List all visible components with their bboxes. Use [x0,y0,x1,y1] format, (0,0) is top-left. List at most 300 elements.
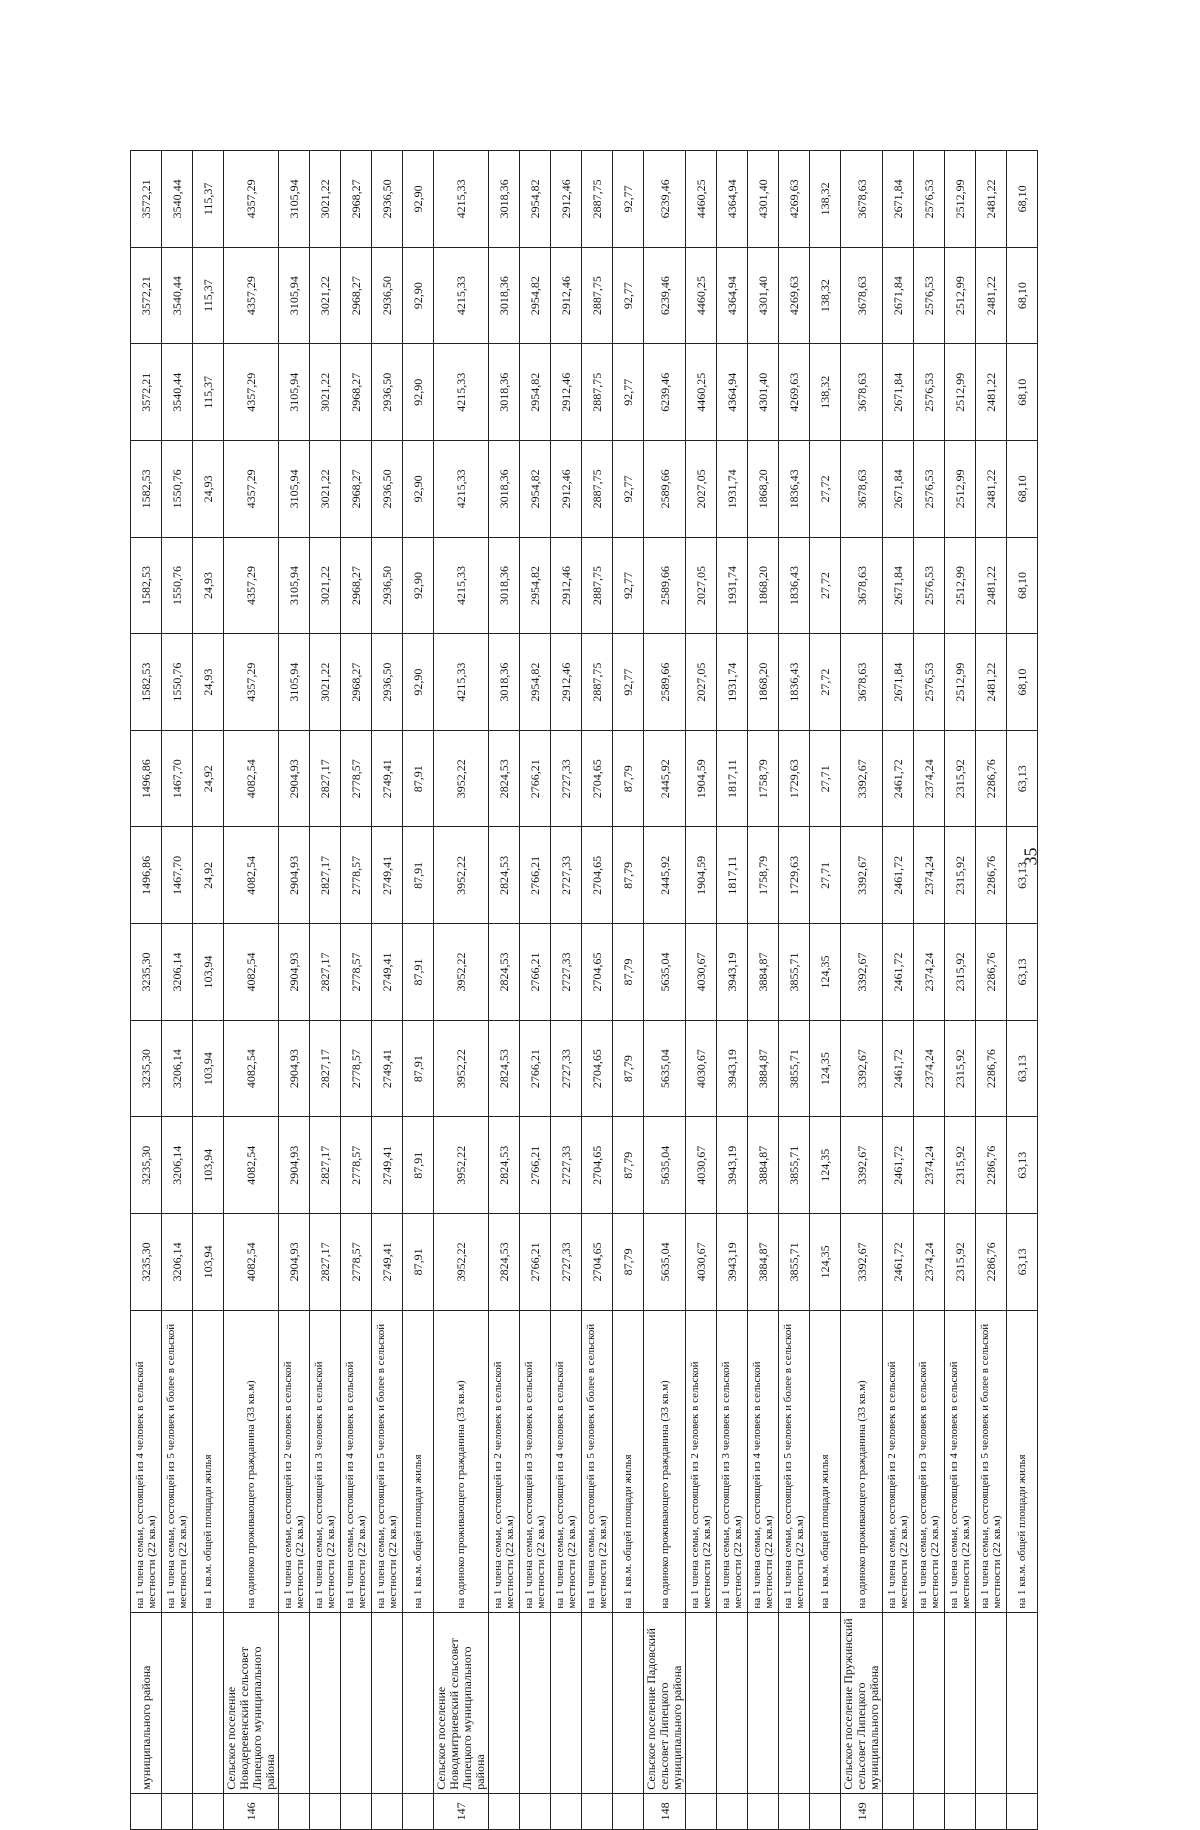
value-cell: 87,79 [613,827,644,924]
value-cell: 2704,65 [582,1117,613,1214]
value-cell: 2576,53 [914,634,945,731]
value-cell: 3235,30 [131,924,162,1021]
value-cell: 1729,63 [779,827,810,924]
value-cell: 2704,65 [582,827,613,924]
value-cell: 87,91 [403,1214,434,1311]
value-cell: 2912,46 [551,441,582,538]
value-cell: 115,37 [193,151,224,248]
value-cell: 2954,82 [520,441,551,538]
norm-description: на 1 члена семьи, состоящей из 3 человек в сельской местности (22 кв.м) [310,1310,341,1612]
norm-description: на 1 кв.м. общей площади жилья [193,1310,224,1612]
value-cell: 4460,25 [686,151,717,248]
value-cell: 92,77 [613,151,644,248]
value-cell: 87,91 [403,924,434,1021]
value-cell: 92,90 [403,344,434,441]
value-cell: 1931,74 [717,441,748,538]
value-cell: 3884,87 [748,1117,779,1214]
table-row [779,151,810,1830]
settlement-name: Сельское поселение Новодмитриевский сельсовет Липецкого муниципального района [434,1612,489,1793]
value-cell: 4082,54 [224,1214,279,1311]
value-cell: 2778,57 [341,827,372,924]
row-number [582,1793,613,1829]
value-cell: 2286,76 [976,1020,1007,1117]
value-cell: 1758,79 [748,730,779,827]
value-cell: 2912,46 [551,151,582,248]
value-cell: 3855,71 [779,924,810,1021]
value-cell: 2576,53 [914,151,945,248]
settlement-name [686,1612,717,1793]
value-cell: 3021,22 [310,344,341,441]
norm-description: на 1 члена семьи, состоящей из 5 человек и более в сельской местности (22 кв.м) [779,1310,810,1612]
value-cell: 115,37 [193,344,224,441]
norm-description: на 1 члена семьи, состоящей из 3 человек в сельской местности (22 кв.м) [717,1310,748,1612]
value-cell: 2589,66 [644,634,686,731]
value-cell: 68,10 [1007,537,1038,634]
value-cell: 4082,54 [224,1117,279,1214]
value-cell: 92,77 [613,441,644,538]
value-cell: 2671,84 [883,151,914,248]
value-cell: 2671,84 [883,344,914,441]
norm-description: на 1 кв.м. общей площади жилья [810,1310,841,1612]
value-cell: 3855,71 [779,1214,810,1311]
value-cell: 3105,94 [279,151,310,248]
row-number [779,1793,810,1829]
value-cell: 2968,27 [341,151,372,248]
table-row [810,151,841,1830]
value-cell: 3572,21 [131,344,162,441]
row-number [717,1793,748,1829]
value-cell: 3021,22 [310,537,341,634]
value-cell: 2887,75 [582,634,613,731]
row-number [162,1793,193,1829]
value-cell: 3235,30 [131,1117,162,1214]
value-cell: 4215,33 [434,247,489,344]
value-cell: 2827,17 [310,827,341,924]
value-cell: 124,35 [810,924,841,1021]
norm-description: на 1 члена семьи, состоящей из 5 человек и более в сельской местности (22 кв.м) [976,1310,1007,1612]
table-row [644,151,686,1830]
table-row [582,151,613,1830]
value-cell: 2512,99 [945,634,976,731]
value-cell: 2749,41 [372,1020,403,1117]
value-cell: 3392,67 [841,1214,883,1311]
value-cell: 2727,33 [551,1020,582,1117]
value-cell: 2461,72 [883,1020,914,1117]
settlement-name [489,1612,520,1793]
value-cell: 2887,75 [582,537,613,634]
value-cell: 3206,14 [162,1020,193,1117]
value-cell: 4215,33 [434,537,489,634]
value-cell: 4082,54 [224,827,279,924]
value-cell: 27,72 [810,634,841,731]
value-cell: 4364,94 [717,247,748,344]
value-cell: 2461,72 [883,730,914,827]
value-cell: 2904,93 [279,924,310,1021]
norm-description: на 1 члена семьи, состоящей из 5 человек и более в сельской местности (22 кв.м) [372,1310,403,1612]
value-cell: 92,77 [613,537,644,634]
page-number: 35 [1020,847,1041,866]
value-cell: 3392,67 [841,1020,883,1117]
norm-description: на 1 кв.м. общей площади жилья [1007,1310,1038,1612]
value-cell: 2576,53 [914,441,945,538]
table-row [976,151,1007,1830]
norm-description: на 1 члена семьи, состоящей из 4 человек в сельской местности (22 кв.м) [551,1310,582,1612]
value-cell: 103,94 [193,1117,224,1214]
value-cell: 5635,04 [644,1214,686,1311]
value-cell: 138,32 [810,344,841,441]
value-cell: 2778,57 [341,1117,372,1214]
value-cell: 2286,76 [976,1214,1007,1311]
value-cell: 3855,71 [779,1117,810,1214]
value-cell: 2827,17 [310,1214,341,1311]
value-cell: 3952,22 [434,730,489,827]
value-cell: 3105,94 [279,634,310,731]
norm-description: на одиноко проживающего гражданина (33 кв.м) [841,1310,883,1612]
value-cell: 1582,53 [131,537,162,634]
value-cell: 4269,63 [779,247,810,344]
value-cell: 3943,19 [717,924,748,1021]
value-cell: 1836,43 [779,634,810,731]
value-cell: 1550,76 [162,441,193,538]
norm-description: на 1 члена семьи, состоящей из 2 человек в сельской местности (22 кв.м) [883,1310,914,1612]
table-row [686,151,717,1830]
value-cell: 2671,84 [883,247,914,344]
tariff-table [130,150,1038,1830]
value-cell: 124,35 [810,1214,841,1311]
value-cell: 4215,33 [434,344,489,441]
row-number [945,1793,976,1829]
value-cell: 2461,72 [883,924,914,1021]
value-cell: 2481,22 [976,151,1007,248]
settlement-name [341,1612,372,1793]
value-cell: 2904,93 [279,730,310,827]
settlement-name [779,1612,810,1793]
value-cell: 1904,59 [686,730,717,827]
value-cell: 24,93 [193,441,224,538]
value-cell: 1817,11 [717,730,748,827]
value-cell: 2887,75 [582,247,613,344]
value-cell: 4082,54 [224,924,279,1021]
value-cell: 2576,53 [914,344,945,441]
value-cell: 2904,93 [279,1020,310,1117]
row-number [403,1793,434,1829]
value-cell: 2936,50 [372,151,403,248]
value-cell: 3021,22 [310,634,341,731]
value-cell: 2704,65 [582,1214,613,1311]
value-cell: 2936,50 [372,537,403,634]
value-cell: 2481,22 [976,441,1007,538]
value-cell: 2286,76 [976,1117,1007,1214]
value-cell: 2576,53 [914,537,945,634]
value-cell: 2027,05 [686,634,717,731]
value-cell: 2954,82 [520,537,551,634]
value-cell: 2827,17 [310,1117,341,1214]
value-cell: 2904,93 [279,1117,310,1214]
row-number [310,1793,341,1829]
value-cell: 115,37 [193,247,224,344]
table-row [489,151,520,1830]
value-cell: 5635,04 [644,1117,686,1214]
value-cell: 3018,36 [489,441,520,538]
value-cell: 2887,75 [582,344,613,441]
value-cell: 63,13 [1007,1214,1038,1311]
value-cell: 87,79 [613,924,644,1021]
norm-description: на 1 члена семьи, состоящей из 3 человек в сельской местности (22 кв.м) [914,1310,945,1612]
value-cell: 2315,92 [945,730,976,827]
value-cell: 2481,22 [976,247,1007,344]
value-cell: 2954,82 [520,151,551,248]
row-number [686,1793,717,1829]
norm-description: на одиноко проживающего гражданина (33 кв.м) [644,1310,686,1612]
row-number [883,1793,914,1829]
row-number [279,1793,310,1829]
value-cell: 3392,67 [841,730,883,827]
value-cell: 2727,33 [551,1214,582,1311]
value-cell: 2374,24 [914,1117,945,1214]
value-cell: 103,94 [193,924,224,1021]
value-cell: 87,79 [613,1020,644,1117]
value-cell: 4357,29 [224,441,279,538]
value-cell: 2512,99 [945,441,976,538]
value-cell: 2286,76 [976,827,1007,924]
table-row [841,151,883,1830]
value-cell: 3018,36 [489,344,520,441]
value-cell: 2968,27 [341,634,372,731]
norm-description: на 1 члена семьи, состоящей из 4 человек в сельской местности (22 кв.м) [945,1310,976,1612]
settlement-name [193,1612,224,1793]
value-cell: 2315,92 [945,1214,976,1311]
value-cell: 2912,46 [551,634,582,731]
value-cell: 1817,11 [717,827,748,924]
value-cell: 2461,72 [883,827,914,924]
settlement-name [976,1612,1007,1793]
value-cell: 3952,22 [434,924,489,1021]
value-cell: 1836,43 [779,537,810,634]
norm-description: на 1 члена семьи, состоящей из 5 человек и более в сельской местности (22 кв.м) [162,1310,193,1612]
row-number [748,1793,779,1829]
value-cell: 2461,72 [883,1214,914,1311]
value-cell: 2374,24 [914,730,945,827]
value-cell: 3235,30 [131,1214,162,1311]
value-cell: 4269,63 [779,344,810,441]
value-cell: 68,10 [1007,151,1038,248]
value-cell: 2766,21 [520,1214,551,1311]
table-row [914,151,945,1830]
table-row [551,151,582,1830]
value-cell: 3952,22 [434,827,489,924]
value-cell: 4364,94 [717,344,748,441]
value-cell: 2936,50 [372,634,403,731]
value-cell: 2912,46 [551,247,582,344]
row-number: 148 [644,1793,686,1829]
value-cell: 24,92 [193,827,224,924]
norm-description: на одиноко проживающего гражданина (33 кв.м) [434,1310,489,1612]
value-cell: 92,90 [403,634,434,731]
value-cell: 2286,76 [976,924,1007,1021]
value-cell: 2778,57 [341,730,372,827]
settlement-name [403,1612,434,1793]
value-cell: 3105,94 [279,537,310,634]
value-cell: 2315,92 [945,924,976,1021]
settlement-name [310,1612,341,1793]
value-cell: 1467,70 [162,730,193,827]
settlement-name [883,1612,914,1793]
row-number [341,1793,372,1829]
value-cell: 2912,46 [551,537,582,634]
value-cell: 4215,33 [434,151,489,248]
value-cell: 4357,29 [224,151,279,248]
value-cell: 2766,21 [520,1020,551,1117]
row-number: 149 [841,1793,883,1829]
row-number: 147 [434,1793,489,1829]
value-cell: 2727,33 [551,827,582,924]
value-cell: 92,77 [613,247,644,344]
row-number [810,1793,841,1829]
value-cell: 1729,63 [779,730,810,827]
norm-description: на 1 члена семьи, состоящей из 2 человек в сельской местности (22 кв.м) [279,1310,310,1612]
value-cell: 2481,22 [976,344,1007,441]
value-cell: 3540,44 [162,247,193,344]
value-cell: 2027,05 [686,441,717,538]
value-cell: 87,91 [403,827,434,924]
value-cell: 3952,22 [434,1020,489,1117]
value-cell: 2904,93 [279,827,310,924]
value-cell: 2671,84 [883,537,914,634]
value-cell: 2912,46 [551,344,582,441]
value-cell: 2968,27 [341,537,372,634]
value-cell: 3884,87 [748,1214,779,1311]
value-cell: 3952,22 [434,1117,489,1214]
value-cell: 2374,24 [914,1214,945,1311]
value-cell: 92,90 [403,537,434,634]
value-cell: 3018,36 [489,151,520,248]
value-cell: 2778,57 [341,924,372,1021]
settlement-name [1007,1612,1038,1793]
value-cell: 2968,27 [341,441,372,538]
value-cell: 2827,17 [310,1020,341,1117]
value-cell: 92,77 [613,634,644,731]
row-number [489,1793,520,1829]
value-cell: 2315,92 [945,1020,976,1117]
value-cell: 2936,50 [372,441,403,538]
value-cell: 27,71 [810,730,841,827]
value-cell: 4301,40 [748,151,779,248]
value-cell: 1582,53 [131,441,162,538]
settlement-name [582,1612,613,1793]
value-cell: 4030,67 [686,1020,717,1117]
value-cell: 2576,53 [914,247,945,344]
value-cell: 2374,24 [914,924,945,1021]
table-row [434,151,489,1830]
table-row [131,151,162,1830]
value-cell: 2027,05 [686,537,717,634]
value-cell: 3021,22 [310,247,341,344]
rotated-table-container [130,150,1030,1830]
value-cell: 3678,63 [841,247,883,344]
settlement-name [810,1612,841,1793]
value-cell: 3943,19 [717,1020,748,1117]
table-row [945,151,976,1830]
value-cell: 2512,99 [945,537,976,634]
value-cell: 3678,63 [841,634,883,731]
value-cell: 2824,53 [489,1020,520,1117]
value-cell: 124,35 [810,1020,841,1117]
value-cell: 3572,21 [131,247,162,344]
value-cell: 87,91 [403,1117,434,1214]
value-cell: 3678,63 [841,537,883,634]
settlement-name [551,1612,582,1793]
value-cell: 124,35 [810,1117,841,1214]
norm-description: на 1 члена семьи, состоящей из 2 человек в сельской местности (22 кв.м) [686,1310,717,1612]
value-cell: 3392,67 [841,924,883,1021]
value-cell: 3884,87 [748,924,779,1021]
row-number [520,1793,551,1829]
settlement-name [162,1612,193,1793]
value-cell: 4357,29 [224,247,279,344]
value-cell: 87,91 [403,730,434,827]
table-body [131,151,1038,1830]
value-cell: 6239,46 [644,344,686,441]
settlement-name [914,1612,945,1793]
value-cell: 103,94 [193,1214,224,1311]
value-cell: 92,77 [613,344,644,441]
value-cell: 68,10 [1007,634,1038,731]
value-cell: 24,93 [193,634,224,731]
settlement-name [717,1612,748,1793]
value-cell: 1467,70 [162,827,193,924]
value-cell: 4215,33 [434,634,489,731]
value-cell: 2315,92 [945,827,976,924]
value-cell: 63,13 [1007,1117,1038,1214]
value-cell: 92,90 [403,151,434,248]
table-row [162,151,193,1830]
value-cell: 63,13 [1007,730,1038,827]
value-cell: 3018,36 [489,634,520,731]
value-cell: 2936,50 [372,344,403,441]
value-cell: 2512,99 [945,247,976,344]
row-number [976,1793,1007,1829]
value-cell: 103,94 [193,1020,224,1117]
value-cell: 4357,29 [224,634,279,731]
value-cell: 68,10 [1007,247,1038,344]
value-cell: 3021,22 [310,441,341,538]
value-cell: 2766,21 [520,827,551,924]
value-cell: 3943,19 [717,1117,748,1214]
value-cell: 1496,86 [131,827,162,924]
value-cell: 3018,36 [489,247,520,344]
settlement-name [279,1612,310,1793]
table-row [403,151,434,1830]
settlement-name [748,1612,779,1793]
value-cell: 1904,59 [686,827,717,924]
value-cell: 2824,53 [489,730,520,827]
value-cell: 2481,22 [976,634,1007,731]
value-cell: 27,71 [810,827,841,924]
value-cell: 4030,67 [686,924,717,1021]
value-cell: 1931,74 [717,634,748,731]
value-cell: 3392,67 [841,1117,883,1214]
row-number [914,1793,945,1829]
value-cell: 4082,54 [224,1020,279,1117]
value-cell: 92,90 [403,441,434,538]
value-cell: 1868,20 [748,537,779,634]
norm-description: на 1 члена семьи, состоящей из 2 человек в сельской местности (22 кв.м) [489,1310,520,1612]
norm-description: на 1 члена семьи, состоящей из 5 человек и более в сельской местности (22 кв.м) [582,1310,613,1612]
value-cell: 5635,04 [644,924,686,1021]
value-cell: 2824,53 [489,1117,520,1214]
value-cell: 4301,40 [748,344,779,441]
value-cell: 1496,86 [131,730,162,827]
